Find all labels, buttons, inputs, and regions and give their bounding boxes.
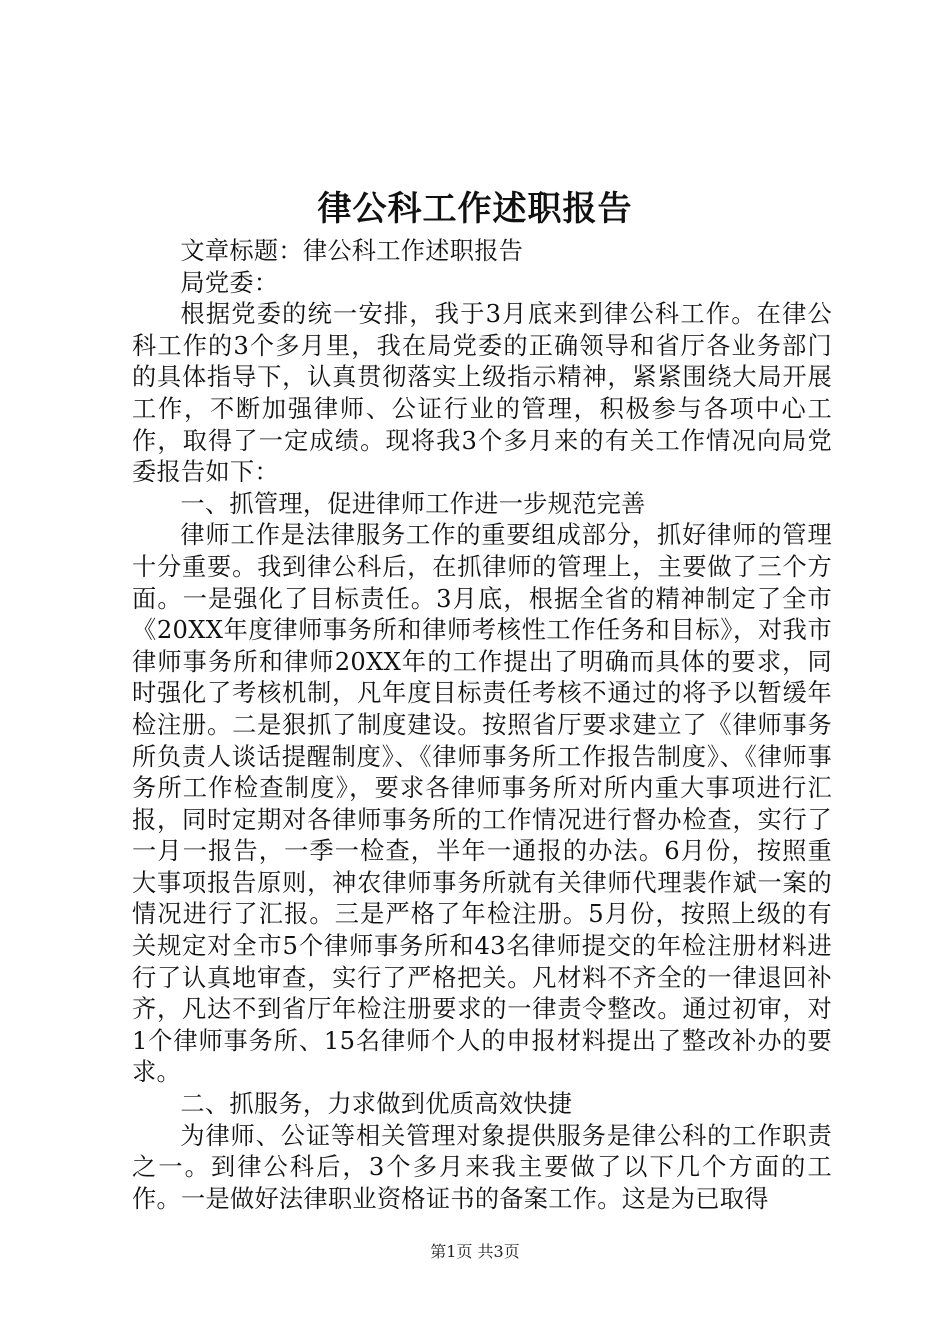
salutation: 局党委：: [180, 268, 279, 297]
section-heading-1: 一、抓管理，促进律师工作进一步规范完善: [180, 489, 646, 518]
intro-paragraph: 根据党委的统一安排，我于3月底来到律公科工作。在律公科工作的3个多月里，我在局党委的正确领导和省厅各业务部门的具体指导下，认真贯彻落实上级指示精神，紧紧围绕大局开展工作，不断加强律师、公证行业的管理，积极参与各项中心工作，取得了一定成绩。现将我3个多月来的有关工作情况向局党委报告如下：: [132, 300, 832, 487]
section-1-paragraph: 律师工作是法律服务工作的重要组成部分，抓好律师的管理十分重要。我到律公科后，在抓律师的管理上，主要做了三个方面。一是强化了目标责任。3月底，根据全省的精神制定了全市《20XX年度律师事务所和律师考核性工作任务和目标》，对我市律师事务所和律师20XX年的工作提出了明确而具体的要求，同时强化了考核机制，凡年度目标责任考核不通过的将予以暂缓年检注册。二是狠抓了制度建设。按照省厅要求建立了《律师事务所负责人谈话提醒制度》、《律师事务所工作报告制度》、《律师事务所工作检查制度》，要求各律师事务所对所内重大事项进行汇报，同时定期对各律师事务所的工作情况进行督办检查，实行了一月一报告，一季一检查，半年一通报的办法。6月份，按照重大事项报告原则，神农律师事务所就有关律师代理裴作斌一案的情况进行了汇报。三是严格了年检注册。5月份，按照上级的有关规定对全市5个律师事务所和43名律师提交的年检注册材料进行了认真地审查，实行了严格把关。凡材料不齐全的一律退回补齐，凡达不到省厅年检注册要求的一律责令整改。通过初审，对1个律师事务所、15名律师个人的申报材料提出了整改补办的要求。: [132, 521, 832, 1087]
section-heading-2: 二、抓服务，力求做到优质高效快捷: [180, 1090, 573, 1119]
article-title-line: 文章标题：律公科工作述职报告: [180, 237, 524, 265]
page-number-footer: 第1页 共3页: [430, 1242, 520, 1261]
document-title: 律公科工作述职报告: [317, 189, 633, 229]
section-2-paragraph: 为律师、公证等相关管理对象提供服务是律公科的工作职责之一。到律公科后，3个多月来我主要做了以下几个方面的工作。一是做好法律职业资格证书的备案工作。这是为已取得: [132, 1121, 832, 1213]
document-body: [132, 236, 832, 1215]
